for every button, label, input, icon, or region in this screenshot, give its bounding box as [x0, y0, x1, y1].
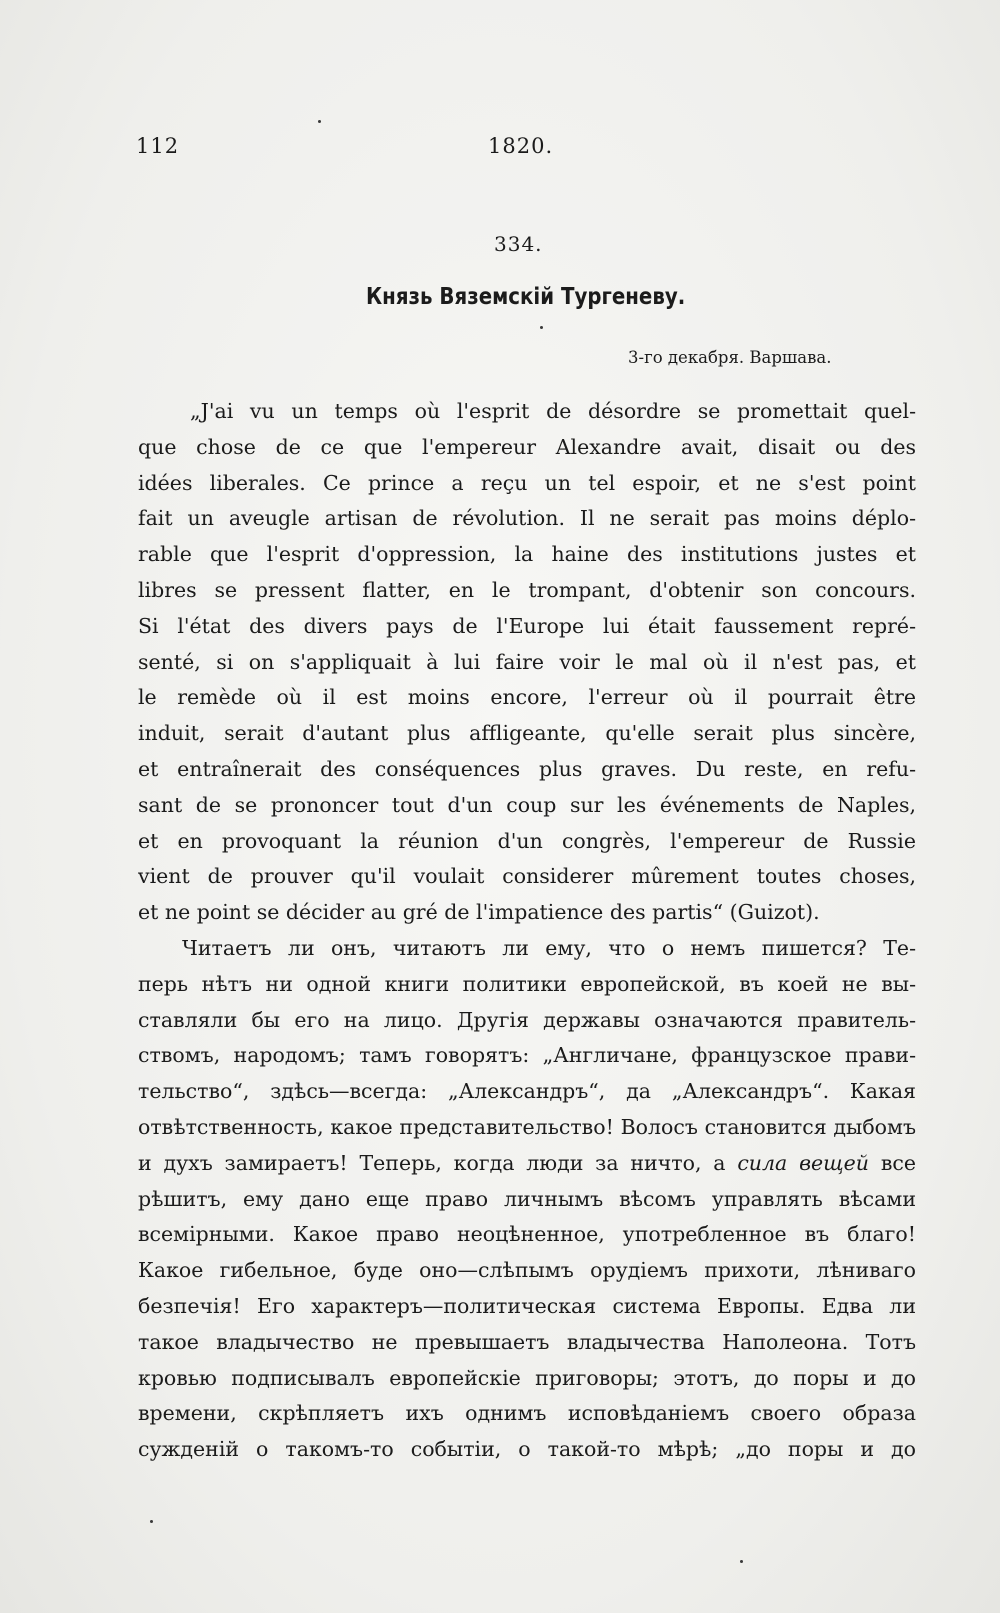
text-line: „J'ai vu un temps où l'esprit de désordre se promettait quel-	[190, 399, 916, 423]
text-line: vient de prouver qu'il voulait considerer mûrement toutes choses,	[138, 864, 916, 889]
text-line: induit, serait d'autant plus affligeante, qu'elle serait plus sincère,	[138, 721, 916, 746]
text-line: libres se pressent flatter, en le trompant, d'obtenir son concours.	[138, 577, 916, 602]
page-number: 112	[136, 134, 180, 158]
text-line: Какое гибельное, буде оно—слѣпымъ орудіемъ прихоти, лѣниваго	[138, 1258, 916, 1283]
text-line: et ne point se décider au gré de l'impatience des partis“ (Guizot).	[138, 900, 820, 925]
text-line: рѣшитъ, ему дано еще право личнымъ вѣсомъ управлять вѣсами	[138, 1186, 916, 1211]
text-line: senté, si on s'appliquait à lui faire voir le mal où il n'est pas, et	[138, 649, 916, 674]
letter-dateline: 3-го декабря. Варшава.	[628, 348, 832, 367]
text-line-segment: все	[880, 1150, 916, 1175]
italic-phrase: сила вещей	[737, 1150, 869, 1175]
text-line: sant de se prononcer tout d'un coup sur les événements de Naples,	[138, 792, 916, 817]
text-line: et entraînerait des conséquences plus graves. Du reste, en refu-	[138, 756, 916, 781]
text-line: idées liberales. Ce prince a reçu un tel espoir, et ne s'est point	[138, 470, 916, 495]
letter-number: 334.	[494, 232, 543, 256]
text-line-with-italic	[138, 1146, 916, 1182]
text-line: сужденій о такомъ-то событіи, о такой-то мѣрѣ; „до поры и до	[138, 1437, 916, 1462]
running-header-year: 1820.	[488, 134, 554, 158]
text-line: ствомъ, народомъ; тамъ говорятъ: „Англичане, французское прави-	[138, 1043, 916, 1068]
text-line: тельство“, здѣсь—всегда: „Александръ“, да „Александръ“. Какая	[138, 1079, 916, 1104]
text-line: такое владычество не превышаетъ владычества Наполеона. Тотъ	[138, 1329, 916, 1354]
text-line: Si l'état des divers pays de l'Europe lui était faussement repré-	[138, 613, 916, 638]
text-line: перь нѣтъ ни одной книги политики европейской, въ коей не вы-	[138, 971, 916, 996]
letter-heading: Князь Вяземскій Тургеневу.	[366, 284, 686, 310]
text-line: et en provoquant la réunion d'un congrès, l'empereur de Russie	[138, 828, 916, 853]
letter-body	[138, 394, 916, 1468]
print-speck	[540, 326, 543, 329]
text-line-segment: и духъ замираетъ! Теперь, когда люди за ничто, а	[138, 1150, 726, 1175]
text-line: безпечія! Его характеръ—политическая система Европы. Едва ли	[138, 1293, 916, 1318]
text-line: que chose de ce que l'empereur Alexandre avait, disait ou des	[138, 434, 916, 459]
print-speck	[318, 120, 321, 123]
text-line: le remède où il est moins encore, l'erreur où il pourrait être	[138, 685, 916, 710]
print-speck	[150, 1520, 153, 1523]
text-line: ставляли бы его на лицо. Другія державы означаются правитель-	[138, 1007, 916, 1032]
text-line: fait un aveugle artisan de révolution. Il ne serait pas moins déplo-	[138, 506, 916, 531]
text-line: rable que l'esprit d'oppression, la haine des institutions justes et	[138, 542, 916, 567]
text-line: кровью подписывалъ европейскіе приговоры; этотъ, до поры и до	[138, 1365, 916, 1390]
text-line: всемірными. Какое право неоцѣненное, употребленное въ благо!	[138, 1222, 916, 1247]
text-line: отвѣтственность, какое представительство! Волосъ становится дыбомъ	[138, 1114, 916, 1139]
print-speck	[740, 1560, 743, 1563]
text-line: времени, скрѣпляетъ ихъ однимъ исповѣданіемъ своего образа	[138, 1401, 916, 1426]
text-line: Читаетъ ли онъ, читаютъ ли ему, что о немъ пишется? Те-	[182, 935, 916, 960]
